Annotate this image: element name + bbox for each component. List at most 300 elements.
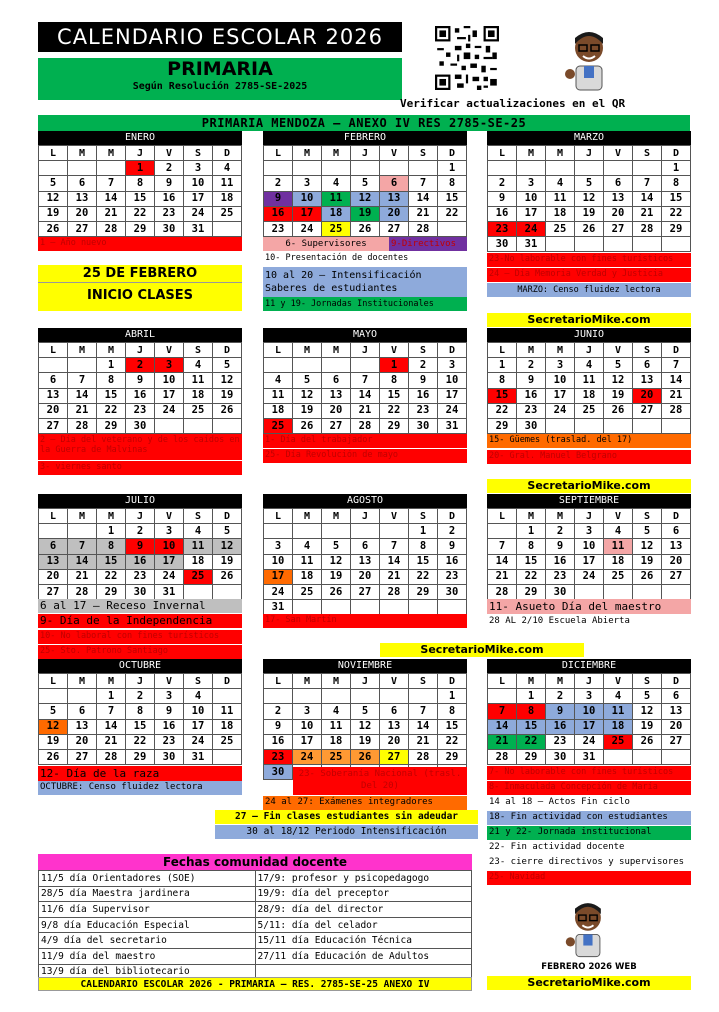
day-cell: 9 <box>546 704 575 719</box>
day-cell: 11 <box>322 719 351 734</box>
day-cell: V <box>604 343 633 358</box>
day-cell: 6 <box>380 176 409 191</box>
day-cell: 5 <box>213 524 242 539</box>
day-cell: 24 <box>155 569 184 584</box>
day-cell <box>604 749 633 764</box>
day-cell: 23 <box>409 403 438 418</box>
day-cell: 12 <box>351 191 380 206</box>
day-cell: 24 <box>184 734 213 749</box>
resolution-text: Según Resolución 2785-SE-2025 <box>132 81 308 92</box>
day-cell: M <box>293 146 322 161</box>
docente-date-cell: 11/9 día del maestro <box>39 948 256 964</box>
calendar-grid <box>263 673 467 780</box>
day-cell <box>39 161 68 176</box>
day-cell <box>293 689 322 704</box>
day-cell: 12 <box>322 554 351 569</box>
day-cell: 21 <box>409 206 438 221</box>
day-cell: 3 <box>184 161 213 176</box>
day-cell: 26 <box>213 403 242 418</box>
day-cell: 7 <box>409 704 438 719</box>
day-cell <box>68 358 97 373</box>
day-cell: 15 <box>488 388 517 403</box>
day-cell: 14 <box>488 554 517 569</box>
month-header: OCTUBRE <box>38 659 242 673</box>
day-cell <box>155 418 184 433</box>
day-cell: 4 <box>604 689 633 704</box>
day-cell: D <box>213 509 242 524</box>
day-cell: 13 <box>633 373 662 388</box>
day-cell: 2 <box>155 161 184 176</box>
day-cell <box>488 524 517 539</box>
day-cell: 23 <box>155 206 184 221</box>
day-cell: 27 <box>662 569 691 584</box>
day-cell <box>264 161 293 176</box>
day-cell <box>438 600 467 615</box>
day-cell: 2 <box>488 176 517 191</box>
day-cell: 16 <box>409 388 438 403</box>
day-cell: J <box>351 343 380 358</box>
note-enero-1: 1 – Año nuevo <box>38 237 242 251</box>
day-cell: 7 <box>409 176 438 191</box>
day-cell: 8 <box>517 704 546 719</box>
day-cell: J <box>575 509 604 524</box>
day-cell: V <box>604 146 633 161</box>
day-cell: 15 <box>409 554 438 569</box>
day-cell: 17 <box>293 206 322 221</box>
docente-date-cell: 27/11 día Educación de Adultos <box>255 948 472 964</box>
day-cell: M <box>293 343 322 358</box>
calendar-grid <box>38 342 242 434</box>
day-cell: 31 <box>155 584 184 599</box>
day-cell: 4 <box>293 539 322 554</box>
month-agosto <box>263 494 467 615</box>
day-cell: 27 <box>380 221 409 236</box>
day-cell: 23 <box>517 403 546 418</box>
brand-banner[interactable]: SecretarioMike.com <box>380 643 584 657</box>
day-cell: 21 <box>488 569 517 584</box>
day-cell: J <box>126 343 155 358</box>
day-cell: 6 <box>68 176 97 191</box>
day-cell: D <box>213 674 242 689</box>
note-abril-1: 2 – Día del veterano y de los caídos en la Guerra de Malvinas <box>38 434 242 460</box>
day-cell: D <box>662 674 691 689</box>
day-cell: L <box>39 509 68 524</box>
day-cell: 2 <box>409 358 438 373</box>
avatar-icon <box>563 897 611 959</box>
day-cell: 28 <box>662 403 691 418</box>
day-cell: 17 <box>155 388 184 403</box>
month-diciembre <box>487 659 691 765</box>
day-cell: 19 <box>293 403 322 418</box>
day-cell: 7 <box>662 358 691 373</box>
day-cell: 28 <box>409 221 438 236</box>
day-cell <box>633 584 662 599</box>
day-cell: J <box>575 343 604 358</box>
day-cell: 12 <box>213 373 242 388</box>
note-abril-2: 3- viernes santo <box>38 461 242 475</box>
day-cell <box>380 161 409 176</box>
day-cell: S <box>184 146 213 161</box>
day-cell: 1 <box>438 689 467 704</box>
day-cell <box>293 358 322 373</box>
calendar-grid <box>487 673 691 765</box>
day-cell: 21 <box>380 569 409 584</box>
day-cell: 21 <box>409 734 438 749</box>
day-cell: V <box>380 674 409 689</box>
note-julio-1: 6 al 17 – Receso Invernal <box>38 599 242 613</box>
day-cell: 4 <box>184 524 213 539</box>
day-cell: 3 <box>155 689 184 704</box>
day-cell: 20 <box>604 206 633 221</box>
note-octubre-2: OCTUBRE: Censo fluidez lectora <box>38 781 242 795</box>
day-cell: J <box>126 146 155 161</box>
day-cell: M <box>293 509 322 524</box>
note-junio-1: 15- Güemes (traslad. del 17) <box>487 434 691 448</box>
day-cell: 6 <box>662 524 691 539</box>
day-cell: 31 <box>575 749 604 764</box>
day-cell: 2 <box>264 176 293 191</box>
day-cell: M <box>97 674 126 689</box>
day-cell: M <box>517 674 546 689</box>
note-julio-4: 25- Sto. Patrono Santiago <box>38 645 242 659</box>
docente-date-cell: 11/6 día Supervisor <box>39 902 256 918</box>
day-cell: 8 <box>97 539 126 554</box>
day-cell <box>264 524 293 539</box>
day-cell: 14 <box>662 373 691 388</box>
docente-title: Fechas comunidad docente <box>38 854 472 870</box>
day-cell: 21 <box>97 206 126 221</box>
day-cell: 28 <box>409 749 438 764</box>
day-cell: 7 <box>97 704 126 719</box>
docente-date-cell: 4/9 día del secretario <box>39 933 256 949</box>
day-cell: 11 <box>575 373 604 388</box>
day-cell: 8 <box>488 373 517 388</box>
day-cell: 5 <box>351 704 380 719</box>
day-cell: D <box>438 509 467 524</box>
brand-banner[interactable]: SecretarioMike.com <box>487 313 691 327</box>
day-cell: J <box>351 146 380 161</box>
day-cell: 5 <box>39 176 68 191</box>
day-cell: M <box>97 509 126 524</box>
day-cell: 17 <box>184 191 213 206</box>
day-cell: M <box>68 509 97 524</box>
day-cell: 29 <box>97 418 126 433</box>
note-diciembre-3: 14 al 18 – Actos Fin ciclo <box>489 797 630 807</box>
day-cell: L <box>488 146 517 161</box>
day-cell: 1 <box>97 689 126 704</box>
day-cell: V <box>155 674 184 689</box>
day-cell: 26 <box>351 749 380 764</box>
day-cell: 1 <box>126 161 155 176</box>
day-cell: S <box>184 509 213 524</box>
table-row <box>39 933 472 949</box>
note-diciembre-7: 23- cierre directivos y supervisores <box>489 857 685 867</box>
day-cell <box>438 221 467 236</box>
day-cell <box>604 161 633 176</box>
table-row <box>39 948 472 964</box>
day-cell: 14 <box>380 554 409 569</box>
day-cell: D <box>662 146 691 161</box>
day-cell: 13 <box>604 191 633 206</box>
day-cell: 23 <box>264 749 293 764</box>
day-cell: 29 <box>438 749 467 764</box>
day-cell: 14 <box>351 388 380 403</box>
day-cell <box>575 584 604 599</box>
day-cell: 9 <box>264 191 293 206</box>
day-cell: 10 <box>546 373 575 388</box>
day-cell: 11 <box>184 373 213 388</box>
day-cell <box>213 221 242 236</box>
day-cell: 31 <box>517 237 546 252</box>
day-cell: 17 <box>264 569 293 584</box>
docente-date-cell: 17/9: profesor y psicopedagogo <box>255 871 472 887</box>
day-cell: 16 <box>126 554 155 569</box>
table-row <box>39 917 472 933</box>
day-cell: M <box>546 674 575 689</box>
table-row <box>39 902 472 918</box>
note-diciembre-2: 8- Inmaculada Concepción de María <box>487 781 691 795</box>
day-cell <box>39 358 68 373</box>
brand-banner[interactable]: SecretarioMike.com <box>487 976 691 990</box>
month-header: JULIO <box>38 494 242 508</box>
docente-date-cell: 9/8 día Educación Especial <box>39 917 256 933</box>
day-cell: S <box>633 509 662 524</box>
day-cell: 11 <box>546 191 575 206</box>
day-cell: 10 <box>293 191 322 206</box>
day-cell <box>97 161 126 176</box>
day-cell: 4 <box>184 358 213 373</box>
day-cell: D <box>438 343 467 358</box>
day-cell: 4 <box>184 689 213 704</box>
day-cell: M <box>322 509 351 524</box>
day-cell: 20 <box>380 734 409 749</box>
day-cell <box>380 600 409 615</box>
day-cell: M <box>68 146 97 161</box>
day-cell: 1 <box>409 524 438 539</box>
day-cell: 13 <box>322 388 351 403</box>
day-cell: V <box>155 343 184 358</box>
day-cell: 22 <box>126 734 155 749</box>
day-cell: 15 <box>97 388 126 403</box>
day-cell: 1 <box>662 161 691 176</box>
day-cell: 19 <box>39 734 68 749</box>
day-cell: 1 <box>97 358 126 373</box>
day-cell: M <box>322 343 351 358</box>
day-cell <box>351 161 380 176</box>
day-cell: 18 <box>604 719 633 734</box>
day-cell: 24 <box>264 584 293 599</box>
calendar-grid <box>487 145 691 252</box>
day-cell: 15 <box>438 719 467 734</box>
day-cell <box>322 689 351 704</box>
day-cell: D <box>662 509 691 524</box>
calendar-grid <box>263 508 467 615</box>
brand-banner[interactable]: SecretarioMike.com <box>487 479 691 493</box>
day-cell: 20 <box>380 206 409 221</box>
day-cell: 25 <box>322 221 351 236</box>
day-cell <box>68 689 97 704</box>
day-cell: 22 <box>438 206 467 221</box>
docente-date-cell: 19/9: día del preceptor <box>255 886 472 902</box>
day-cell: J <box>126 674 155 689</box>
day-cell: 19 <box>575 206 604 221</box>
day-cell: 25 <box>213 734 242 749</box>
note-marzo-3: MARZO: Censo fluidez lectora <box>487 283 691 297</box>
day-cell: 25 <box>264 418 293 433</box>
day-cell: 18 <box>322 734 351 749</box>
day-cell: 18 <box>546 206 575 221</box>
inicio-clases-box <box>38 265 242 311</box>
day-cell: 29 <box>409 584 438 599</box>
day-cell <box>213 584 242 599</box>
day-cell: 30 <box>126 418 155 433</box>
day-cell: 19 <box>633 719 662 734</box>
day-cell: 22 <box>488 403 517 418</box>
day-cell: 9 <box>155 704 184 719</box>
day-cell: 24 <box>517 221 546 236</box>
calendar-grid <box>487 342 691 434</box>
day-cell: 22 <box>438 734 467 749</box>
day-cell: 6 <box>351 539 380 554</box>
day-cell: 5 <box>633 689 662 704</box>
day-cell: S <box>409 343 438 358</box>
day-cell: 29 <box>380 418 409 433</box>
day-cell: 4 <box>264 373 293 388</box>
day-cell: 1 <box>517 524 546 539</box>
day-cell: L <box>264 343 293 358</box>
day-cell: 13 <box>68 191 97 206</box>
day-cell: 24 <box>575 569 604 584</box>
day-cell: 30 <box>409 418 438 433</box>
day-cell <box>604 237 633 252</box>
day-cell: 24 <box>184 206 213 221</box>
day-cell: 18 <box>213 719 242 734</box>
day-cell: 3 <box>155 524 184 539</box>
day-cell: 28 <box>488 749 517 764</box>
day-cell: S <box>409 509 438 524</box>
day-cell: 30 <box>517 418 546 433</box>
day-cell: 3 <box>293 176 322 191</box>
day-cell: 3 <box>517 176 546 191</box>
day-cell: 3 <box>293 704 322 719</box>
day-cell: 2 <box>126 524 155 539</box>
note-diciembre-6: 22- Fin actividad docente <box>489 842 625 852</box>
day-cell: L <box>488 343 517 358</box>
month-header: ABRIL <box>38 328 242 342</box>
day-cell: 1 <box>488 358 517 373</box>
day-cell <box>68 524 97 539</box>
day-cell <box>662 749 691 764</box>
day-cell: 11 <box>604 704 633 719</box>
day-cell: 5 <box>213 358 242 373</box>
day-cell: 26 <box>213 569 242 584</box>
note-diciembre-1: 7- No laborable con fines turísticos <box>487 766 691 780</box>
day-cell: 5 <box>293 373 322 388</box>
table-row <box>39 886 472 902</box>
note-marzo-2: 24 – Día Memoria Verdad y Justicia <box>487 268 691 282</box>
day-cell <box>322 358 351 373</box>
day-cell: 2 <box>546 689 575 704</box>
calendar-grid <box>263 342 467 434</box>
day-cell: 27 <box>604 221 633 236</box>
table-row <box>39 871 472 887</box>
day-cell: 22 <box>97 569 126 584</box>
day-cell: 14 <box>409 191 438 206</box>
month-febrero <box>263 131 467 237</box>
day-cell: 4 <box>322 704 351 719</box>
day-cell: 27 <box>68 221 97 236</box>
month-marzo <box>487 131 691 252</box>
main-title: CALENDARIO ESCOLAR 2026 <box>38 22 402 52</box>
day-cell: 16 <box>546 554 575 569</box>
day-cell <box>604 584 633 599</box>
day-cell: 14 <box>633 191 662 206</box>
day-cell: 8 <box>438 176 467 191</box>
day-cell: M <box>517 146 546 161</box>
month-junio <box>487 328 691 434</box>
day-cell: 28 <box>380 584 409 599</box>
day-cell: 27 <box>380 749 409 764</box>
month-header: NOVIEMBRE <box>263 659 467 673</box>
day-cell: S <box>409 674 438 689</box>
day-cell <box>293 161 322 176</box>
day-cell: 19 <box>351 206 380 221</box>
month-header: ENERO <box>38 131 242 145</box>
note-agosto-1: 17- San Martín <box>263 614 467 628</box>
day-cell: 19 <box>604 388 633 403</box>
day-cell: 18 <box>184 554 213 569</box>
day-cell: 11 <box>604 539 633 554</box>
note-junio-2: 20- Gral. Manuel Belgrano <box>487 450 691 464</box>
day-cell: 9 <box>517 373 546 388</box>
day-cell: 19 <box>213 554 242 569</box>
day-cell: 3 <box>438 358 467 373</box>
day-cell: 28 <box>97 749 126 764</box>
day-cell: 17 <box>438 388 467 403</box>
day-cell: 17 <box>155 554 184 569</box>
day-cell: 14 <box>68 388 97 403</box>
day-cell <box>68 161 97 176</box>
day-cell: 11 <box>184 539 213 554</box>
day-cell <box>604 418 633 433</box>
month-abril <box>38 328 242 434</box>
day-cell: 5 <box>604 358 633 373</box>
day-cell: 16 <box>126 388 155 403</box>
day-cell <box>488 689 517 704</box>
day-cell: 15 <box>517 554 546 569</box>
day-cell: L <box>264 509 293 524</box>
day-cell: 30 <box>264 765 293 780</box>
day-cell <box>633 237 662 252</box>
day-cell: L <box>264 146 293 161</box>
day-cell: 31 <box>438 418 467 433</box>
day-cell: 2 <box>264 704 293 719</box>
day-cell: 17 <box>517 206 546 221</box>
month-header: MARZO <box>487 131 691 145</box>
day-cell: 21 <box>68 569 97 584</box>
day-cell: M <box>517 343 546 358</box>
day-cell: 21 <box>97 734 126 749</box>
day-cell: 21 <box>488 734 517 749</box>
day-cell: 15 <box>380 388 409 403</box>
month-header: MAYO <box>263 328 467 342</box>
day-cell <box>293 524 322 539</box>
calendar-grid <box>38 145 242 237</box>
day-cell: 2 <box>438 524 467 539</box>
day-cell: 8 <box>662 176 691 191</box>
qr-code-icon[interactable] <box>435 26 499 90</box>
day-cell: 23 <box>126 403 155 418</box>
